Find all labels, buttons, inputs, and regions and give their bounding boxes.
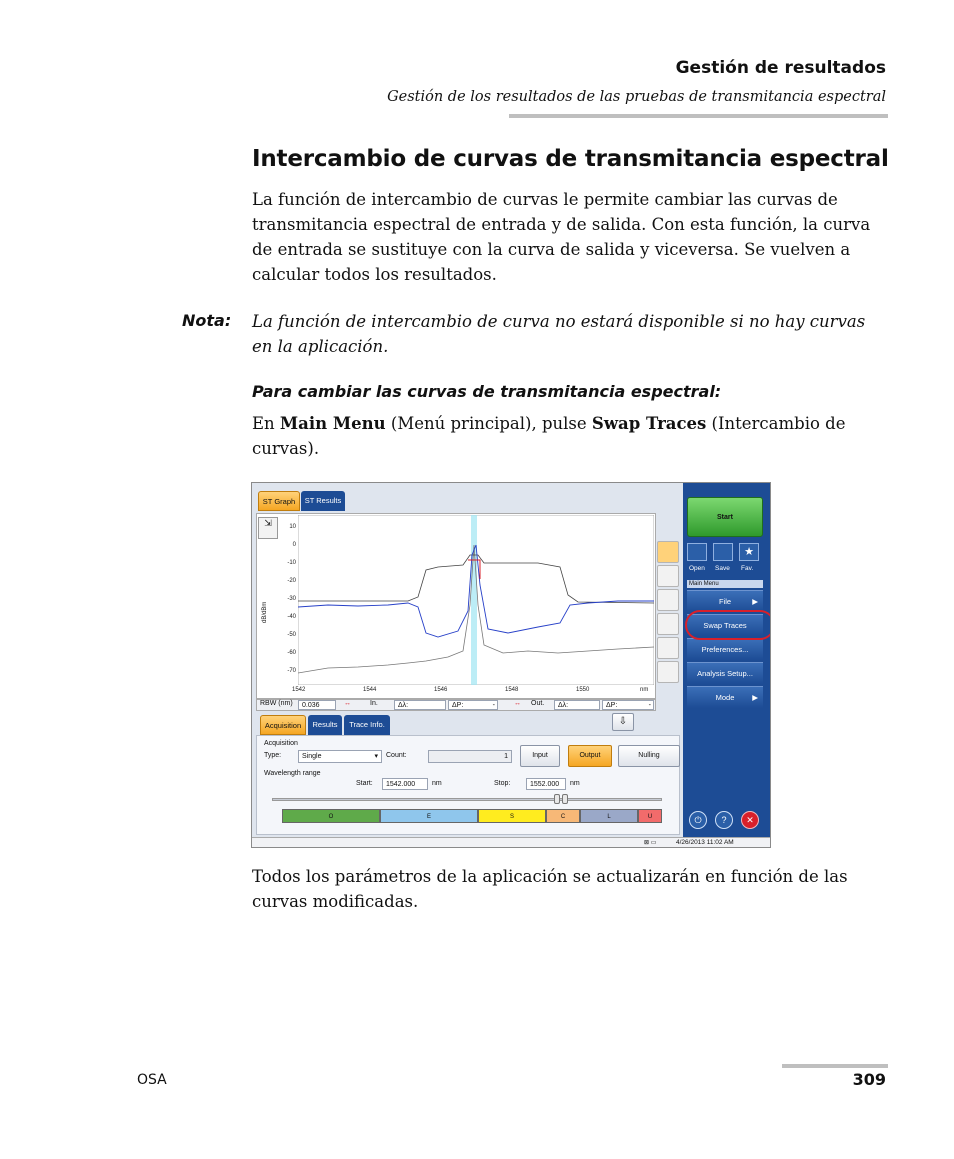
procedure-title: Para cambiar las curvas de transmitancia espectral: <box>252 382 722 401</box>
start-label: Start: <box>356 780 373 787</box>
step-main-menu: Main Menu <box>279 414 386 433</box>
dash-value: - <box>492 702 495 709</box>
osa-screenshot <box>251 482 771 848</box>
band-l: L <box>580 809 638 823</box>
trace-plot <box>298 515 654 685</box>
pointer-tool-icon[interactable] <box>657 541 679 563</box>
band-u: U <box>638 809 662 823</box>
y-tick: 10 <box>289 524 296 530</box>
zoom-area-icon[interactable] <box>657 589 679 611</box>
wavelength-range-label: Wavelength range <box>264 770 321 777</box>
step-swap: Swap Traces <box>591 414 707 433</box>
y-tick: -30 <box>287 596 296 602</box>
tab-st-results[interactable]: ST Results <box>301 491 345 511</box>
type-label: Type: <box>264 752 282 759</box>
nulling-button[interactable]: Nulling <box>618 745 680 767</box>
x-tick: 1550 <box>576 687 590 693</box>
zoom-icon[interactable] <box>657 613 679 635</box>
save-label: Save <box>715 565 730 572</box>
slider-handle-start[interactable] <box>554 794 560 804</box>
count-field[interactable]: 1 <box>428 750 512 763</box>
acquisition-section-label: Acquisition <box>264 740 298 747</box>
range-slider[interactable] <box>272 798 662 801</box>
page-title: Intercambio de curvas de transmitancia espectral <box>252 146 889 172</box>
rbw-value: 0.036 <box>298 700 336 710</box>
star-icon[interactable]: ★ <box>739 543 759 561</box>
y-tick: -10 <box>287 560 296 566</box>
tab-trace-info[interactable]: Trace Info. <box>344 715 390 735</box>
zoom-out-icon[interactable] <box>657 661 679 683</box>
dl-label: Δλ: <box>558 702 569 709</box>
note-label: Nota: <box>182 311 232 330</box>
step-pre: En <box>252 414 280 433</box>
tab-acquisition[interactable]: Acquisition <box>260 715 306 735</box>
power-icon[interactable]: ⏻ <box>689 811 707 829</box>
x-tick: 1546 <box>434 687 448 693</box>
status-icons: ⊠ ▭ <box>644 840 657 846</box>
stop-unit: nm <box>570 780 580 787</box>
start-unit: nm <box>432 780 442 787</box>
x-unit: nm <box>640 687 649 693</box>
y-tick: -70 <box>287 668 296 674</box>
section-subtitle: Gestión de los resultados de las pruebas de transmitancia espectral <box>387 89 886 105</box>
marker-band <box>471 515 477 685</box>
y-tick: 0 <box>292 542 296 548</box>
menu-item-file[interactable] <box>687 590 763 612</box>
save-icon[interactable] <box>713 543 733 561</box>
start-button[interactable]: Start <box>687 497 763 537</box>
status-time: 4/26/2013 11:02 AM <box>676 839 734 846</box>
zoom-in-icon[interactable] <box>657 637 679 659</box>
x-tick: 1544 <box>363 687 377 693</box>
in-dp-field <box>448 700 498 710</box>
band-c: C <box>546 809 580 823</box>
out-label: Out. <box>531 700 545 707</box>
tab-results[interactable]: Results <box>308 715 342 735</box>
menu-item-label: File <box>718 597 732 606</box>
step-post: (Intercambio de curvas). <box>252 414 846 458</box>
y-tick: -40 <box>287 614 296 620</box>
band-s: S <box>478 809 546 823</box>
stop-label: Stop: <box>494 780 511 787</box>
in-marker-icon[interactable]: ↔ <box>344 700 351 707</box>
arrow-right-icon: ▶ <box>752 693 758 702</box>
y-tick: -20 <box>287 578 296 584</box>
expand-down-icon[interactable]: ⇩ <box>612 713 634 731</box>
intro-paragraph: La función de intercambio de curvas le permite cambiar las curvas de transmitancia espectral de entrada y de salida. Con esta función, la curva de entrada se sustituye con la curva de salida y viceversa. Se vuelven a calcular todos los resultados. <box>252 190 871 284</box>
y-tick: -60 <box>287 650 296 656</box>
footer-product: OSA <box>137 1072 167 1088</box>
out-dl-field <box>554 700 600 710</box>
chapter-title: Gestión de resultados <box>675 58 886 78</box>
header-rule <box>509 114 888 118</box>
page-number: 309 <box>852 1070 886 1089</box>
in-dl-field <box>394 700 446 710</box>
close-icon[interactable]: ✕ <box>741 811 759 829</box>
input-button[interactable]: Input <box>520 745 560 767</box>
in-label: In. <box>370 700 378 707</box>
output-button[interactable]: Output <box>568 745 612 767</box>
dl-label: Δλ: <box>398 702 409 709</box>
footer-rule <box>782 1064 888 1068</box>
conclusion-paragraph: Todos los parámetros de la aplicación se actualizarán en función de las curvas modificadas. <box>252 867 848 911</box>
rbw-label: RBW (nm) <box>260 700 293 707</box>
fav-label: Fav. <box>741 565 754 572</box>
open-label: Open <box>689 565 705 572</box>
procedure-step <box>252 411 872 461</box>
start-input[interactable]: 1542.000 <box>382 778 428 790</box>
menu-item-preferences[interactable]: Preferences... <box>687 638 763 660</box>
type-select[interactable] <box>298 750 382 763</box>
swap-highlight-circle <box>685 610 771 640</box>
type-value: Single <box>302 753 322 760</box>
zoom-fit-icon[interactable]: ⇲ <box>258 517 278 539</box>
arrow-right-icon: ▶ <box>752 597 758 606</box>
dash-value: - <box>648 702 651 709</box>
y-tick: -50 <box>287 632 296 638</box>
side-panel <box>683 483 771 837</box>
x-tick: 1548 <box>505 687 519 693</box>
out-marker-icon[interactable]: ↔ <box>514 700 521 707</box>
stop-input[interactable]: 1552.000 <box>526 778 566 790</box>
count-label: Count: <box>386 752 407 759</box>
chevron-down-icon: ▾ <box>374 753 378 760</box>
band-e: E <box>380 809 478 823</box>
step-mid: (Menú principal), pulse <box>385 414 592 433</box>
menu-item-swap-traces[interactable]: Swap Traces <box>687 614 763 636</box>
help-icon[interactable]: ? <box>715 811 733 829</box>
menu-item-mode[interactable] <box>687 686 763 708</box>
menu-item-label: Mode <box>715 693 735 702</box>
out-dp-field <box>602 700 654 710</box>
tab-st-graph[interactable]: ST Graph <box>258 491 300 511</box>
main-menu-title: Main Menu <box>687 580 763 588</box>
note-text: La función de intercambio de curva no estará disponible si no hay curvas en la aplicación. <box>252 312 866 356</box>
dp-label: ΔP: <box>606 702 618 709</box>
x-tick: 1542 <box>292 687 306 693</box>
menu-item-analysis-setup[interactable]: Analysis Setup... <box>687 662 763 684</box>
y-axis-label: dB/dBm <box>262 601 268 623</box>
hand-tool-icon[interactable] <box>657 565 679 587</box>
slider-handle-stop[interactable] <box>562 794 568 804</box>
band-o: O <box>282 809 380 823</box>
dp-label: ΔP: <box>452 702 464 709</box>
open-icon[interactable] <box>687 543 707 561</box>
